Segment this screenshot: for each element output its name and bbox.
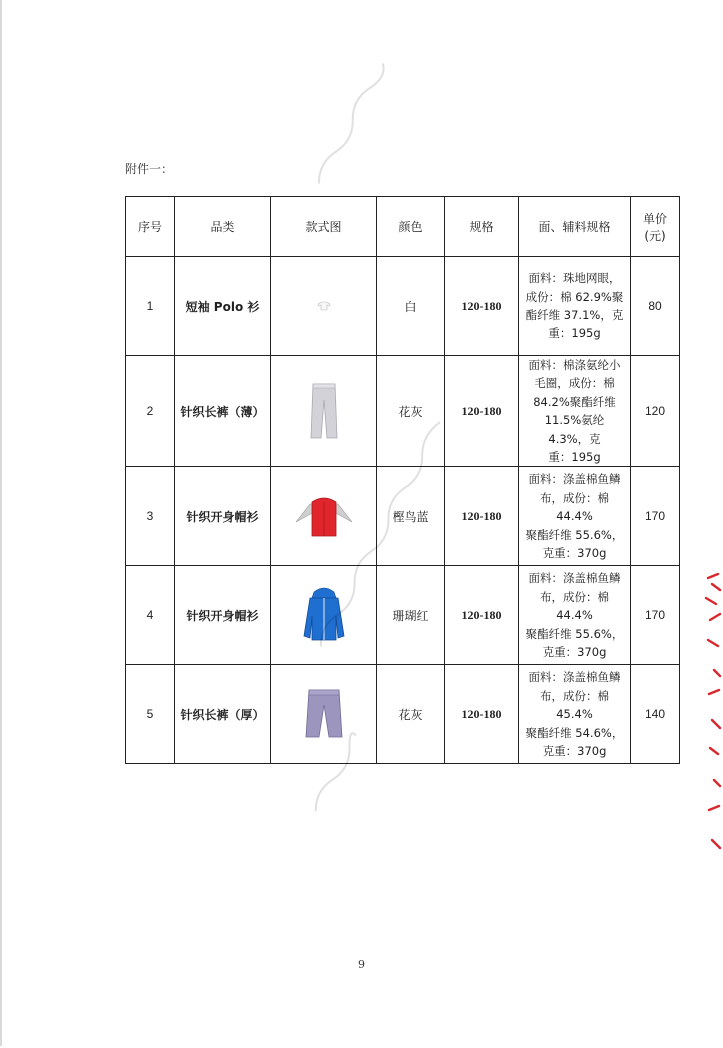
table-header-row — [126, 197, 680, 257]
spec-line: 聚酯纤维 55.6%， — [525, 626, 624, 641]
grey-pants-icon — [304, 380, 344, 442]
row-no: 3 — [126, 467, 175, 566]
header-size: 规格 — [445, 197, 519, 257]
row-color: 樫鸟蓝 — [377, 467, 445, 566]
row-category: 针织长裤（厚） — [175, 665, 271, 764]
row-spec — [519, 665, 631, 764]
row-size: 120-180 — [445, 566, 519, 665]
table-row — [126, 665, 680, 764]
spec-line: 面料：珠地网眼， — [528, 271, 621, 286]
spec-line: 克重：370g — [542, 545, 607, 560]
row-category: 针织开身帽衫 — [175, 467, 271, 566]
spec-line: 重：195g — [548, 326, 601, 341]
row-price: 140 — [631, 665, 680, 764]
spec-line: 84.2%聚酯纤维 — [533, 394, 616, 409]
header-image: 款式图 — [271, 197, 377, 257]
table-row — [126, 257, 680, 356]
row-spec — [519, 356, 631, 467]
row-price: 120 — [631, 356, 680, 467]
table-row — [126, 566, 680, 665]
spec-line: 毛圈，成份：棉 — [534, 376, 615, 391]
row-size: 120-180 — [445, 356, 519, 467]
row-color: 花灰 — [377, 356, 445, 467]
row-category: 针织长裤（薄） — [175, 356, 271, 467]
spec-line: 面料：棉涤氨纶小 — [528, 358, 621, 372]
row-image — [271, 257, 377, 356]
row-color: 花灰 — [377, 665, 445, 764]
page-number: 9 — [358, 958, 365, 971]
header-no: 序号 — [126, 197, 175, 257]
spec-line: 聚酯纤维 54.6%， — [525, 725, 624, 740]
row-image — [271, 467, 377, 566]
row-spec — [519, 566, 631, 665]
spec-line: 重：195g — [548, 449, 601, 464]
spec-line: 酯纤维 37.1%，克 — [525, 308, 624, 322]
spec-line: 克重：370g — [542, 743, 607, 758]
spec-line: 聚酯纤维 55.6%， — [525, 527, 624, 542]
row-size: 120-180 — [445, 257, 519, 356]
row-no: 5 — [126, 665, 175, 764]
row-image — [271, 665, 377, 764]
white-polo-shirt-icon — [314, 300, 334, 312]
row-size: 120-180 — [445, 467, 519, 566]
row-category: 针织开身帽衫 — [175, 566, 271, 665]
spec-line: 布，成份：棉 44.4% — [540, 490, 609, 524]
row-price: 80 — [631, 257, 680, 356]
row-price: 170 — [631, 467, 680, 566]
row-image — [271, 356, 377, 467]
row-no: 4 — [126, 566, 175, 665]
row-color: 珊瑚红 — [377, 566, 445, 665]
row-category: 短袖 Polo 衫 — [175, 257, 271, 356]
row-price: 170 — [631, 566, 680, 665]
header-price: 单价 (元) — [631, 197, 680, 257]
row-spec — [519, 467, 631, 566]
lavender-pants-icon — [302, 687, 346, 741]
row-color: 白 — [377, 257, 445, 356]
spec-line: 克重：370g — [542, 644, 607, 659]
table-row — [126, 467, 680, 566]
spec-line: 成份：棉 62.9%聚 — [525, 289, 624, 304]
table-row — [126, 356, 680, 467]
row-no: 1 — [126, 257, 175, 356]
blue-hoodie-icon — [302, 586, 346, 644]
spec-line: 布，成份：棉 45.4% — [540, 688, 609, 722]
row-image — [271, 566, 377, 665]
red-hoodie-icon — [292, 492, 356, 540]
row-size: 120-180 — [445, 665, 519, 764]
attachment-label: 附件一： — [125, 162, 174, 176]
spec-line: 11.5%氨纶 4.3%，克 — [544, 413, 605, 446]
spec-line: 面料：涤盖棉鱼鳞 — [528, 472, 621, 487]
header-spec: 面、辅料规格 — [519, 197, 631, 257]
row-no: 2 — [126, 356, 175, 467]
spec-line: 面料：涤盖棉鱼鳞 — [528, 571, 621, 586]
header-color: 颜色 — [377, 197, 445, 257]
row-spec — [519, 257, 631, 356]
spec-line: 面料：涤盖棉鱼鳞 — [528, 670, 621, 685]
product-table — [125, 196, 680, 764]
header-category: 品类 — [175, 197, 271, 257]
seal-fragment — [700, 570, 723, 870]
spec-line: 布，成份：棉 44.4% — [540, 589, 609, 623]
